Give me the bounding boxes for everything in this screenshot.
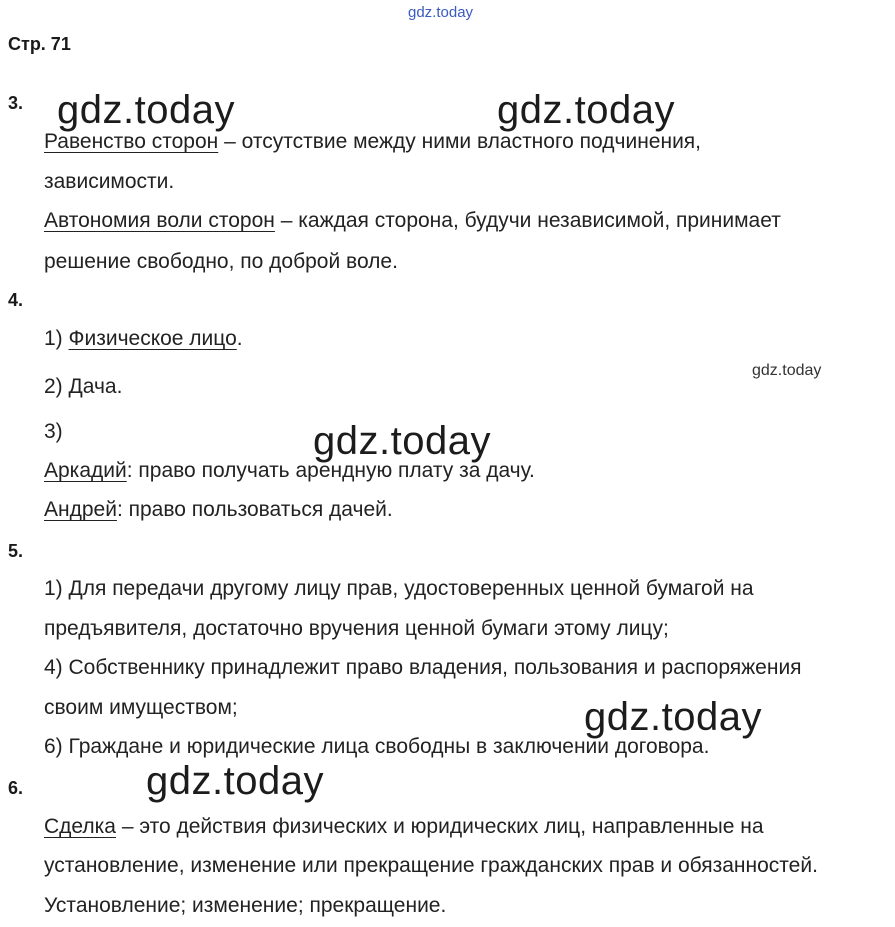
term-definition: – каждая сторона, будучи независимой, принимает <box>274 209 781 232</box>
q6-line-2: установление, изменение или прекращение гражданских прав и обязанностей. <box>44 854 818 877</box>
term-definition: – это действия физических и юридических лиц, направленные на <box>115 815 764 838</box>
q3-line-3 <box>44 209 781 233</box>
q4-arkady-line <box>44 459 535 483</box>
term-autonomy: Автономия воли сторон <box>44 209 275 232</box>
question-number-6: 6. <box>8 778 24 798</box>
page-title: Стр. 71 <box>8 34 71 54</box>
q3-line-2: зависимости. <box>44 170 175 193</box>
term-natural-person: Физическое лицо <box>68 327 237 350</box>
watermark-text: gdz.today <box>57 88 235 132</box>
q4-item-3: 3) <box>44 420 63 443</box>
q4-item-2: 2) Дача. <box>44 375 123 398</box>
q5-line-2: предъявителя, достаточно вручения ценной бумаги этому лицу; <box>44 617 669 640</box>
question-number-5: 5. <box>8 541 24 561</box>
item-suffix: . <box>236 327 243 350</box>
q5-line-1: 1) Для передачи другому лицу прав, удостоверенных ценной бумагой на <box>44 577 754 600</box>
item-prefix: 1) <box>44 327 69 350</box>
watermark-text: gdz.today <box>497 88 675 132</box>
q4-andrey-line <box>44 498 393 522</box>
term-definition: : право пользоваться дачей. <box>116 498 393 521</box>
q5-line-4: своим имуществом; <box>44 696 238 719</box>
watermark-text: gdz.today <box>146 759 324 803</box>
q6-line-3: Установление; изменение; прекращение. <box>44 894 447 917</box>
q3-line-4: решение свободно, по доброй воле. <box>44 250 398 273</box>
q3-line-1 <box>44 130 701 154</box>
watermark-text: gdz.today <box>752 362 822 379</box>
q5-line-3: 4) Собственнику принадлежит право владения, пользования и распоряжения <box>44 656 802 679</box>
term-andrey: Андрей <box>44 498 117 521</box>
watermark-text: gdz.today <box>313 419 491 463</box>
term-transaction: Сделка <box>44 815 116 838</box>
site-watermark-top: gdz.today <box>408 4 474 21</box>
question-number-3: 3. <box>8 93 24 113</box>
question-number-4: 4. <box>8 290 24 310</box>
q4-item-1 <box>44 327 243 351</box>
term-definition: – отсутствие между ними властного подчинения, <box>218 130 701 153</box>
watermark-text: gdz.today <box>584 695 762 739</box>
term-arkady: Аркадий <box>44 459 127 482</box>
term-equality: Равенство сторон <box>44 130 219 153</box>
q6-line-1 <box>44 815 764 839</box>
term-definition: : право получать арендную плату за дачу. <box>126 459 535 482</box>
q5-line-5: 6) Граждане и юридические лица свободны в заключении договора. <box>44 735 710 758</box>
